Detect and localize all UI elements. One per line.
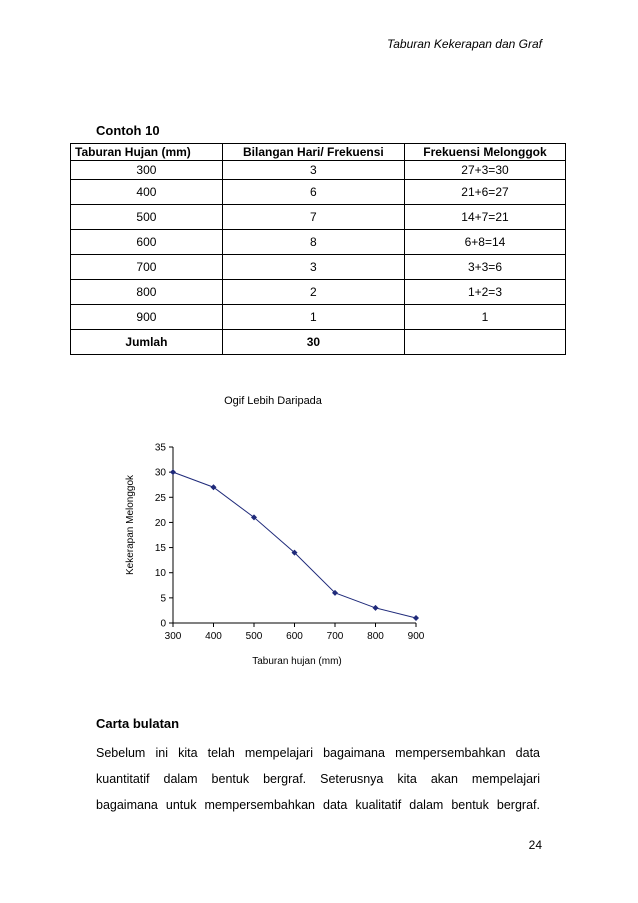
example-title: Contoh 10 bbox=[96, 123, 160, 138]
table-header-row bbox=[71, 144, 566, 161]
y-tick-label: 25 bbox=[154, 492, 166, 504]
cell-cumulative: 1 bbox=[404, 305, 565, 330]
y-tick-label: 30 bbox=[154, 467, 166, 479]
table-row bbox=[71, 305, 566, 330]
x-tick-label: 700 bbox=[326, 631, 344, 642]
cell-frequency: 6 bbox=[222, 180, 404, 205]
cell-frequency: 1 bbox=[222, 305, 404, 330]
cell-cumulative: 1+2=3 bbox=[404, 280, 565, 305]
cell-rainfall: 500 bbox=[71, 205, 223, 230]
y-tick-label: 15 bbox=[154, 543, 166, 555]
cell-rainfall: 600 bbox=[71, 230, 223, 255]
y-tick-label: 5 bbox=[160, 593, 166, 605]
x-tick-label: 500 bbox=[245, 631, 263, 642]
data-point bbox=[170, 469, 176, 475]
page-header: Taburan Kekerapan dan Graf bbox=[387, 37, 542, 51]
cell-cumulative: 21+6=27 bbox=[404, 180, 565, 205]
y-tick-label: 35 bbox=[154, 442, 166, 454]
section-title: Carta bulatan bbox=[96, 716, 180, 731]
header-rainfall: Taburan Hujan (mm) bbox=[71, 144, 223, 161]
table-row bbox=[71, 180, 566, 205]
cell-frequency: 7 bbox=[222, 205, 404, 230]
cell-frequency: 8 bbox=[222, 230, 404, 255]
cell-cumulative: 14+7=21 bbox=[404, 205, 565, 230]
table-total-row bbox=[71, 330, 566, 355]
y-tick-label: 0 bbox=[160, 618, 166, 630]
cell-rainfall: 900 bbox=[71, 305, 223, 330]
total-cumulative bbox=[404, 330, 565, 355]
body-paragraph bbox=[96, 740, 540, 818]
x-tick-label: 600 bbox=[286, 631, 303, 642]
table-row bbox=[71, 280, 566, 305]
table-row bbox=[71, 230, 566, 255]
total-frequency: 30 bbox=[222, 330, 404, 355]
x-tick-label: 400 bbox=[205, 631, 222, 642]
cell-cumulative: 27+3=30 bbox=[404, 161, 565, 180]
data-point bbox=[413, 615, 419, 621]
cell-cumulative: 6+8=14 bbox=[404, 230, 565, 255]
x-tick-label: 900 bbox=[407, 631, 425, 642]
cell-rainfall: 700 bbox=[71, 255, 223, 280]
table-row bbox=[71, 161, 566, 180]
data-point bbox=[373, 605, 379, 611]
paragraph-line: kuantitatif dalam bentuk bergraf. Seterusnya kita akan mempelajari bbox=[96, 772, 540, 786]
page-number: 24 bbox=[528, 838, 542, 852]
cell-frequency: 2 bbox=[222, 280, 404, 305]
x-axis-label: Taburan hujan (mm) bbox=[252, 656, 342, 667]
header-frequency: Bilangan Hari/ Frekuensi bbox=[222, 144, 404, 161]
y-axis-label: Kekerapan Melonggok bbox=[125, 474, 136, 576]
chart-axes bbox=[155, 443, 425, 643]
frequency-table bbox=[70, 143, 566, 355]
chart-title: Ogif Lebih Daripada bbox=[224, 395, 322, 407]
cell-rainfall: 300 bbox=[71, 161, 223, 180]
y-tick-label: 20 bbox=[154, 517, 166, 529]
cell-rainfall: 800 bbox=[71, 280, 223, 305]
cell-rainfall: 400 bbox=[71, 180, 223, 205]
table-row bbox=[71, 205, 566, 230]
y-tick-label: 10 bbox=[154, 568, 166, 580]
cell-cumulative: 3+3=6 bbox=[404, 255, 565, 280]
x-tick-label: 800 bbox=[367, 631, 384, 642]
x-tick-label: 300 bbox=[164, 631, 182, 642]
chart-series bbox=[170, 469, 419, 621]
table-row bbox=[71, 255, 566, 280]
paragraph-line: bagaimana untuk mempersembahkan data kualitatif dalam bentuk bergraf. bbox=[96, 798, 540, 812]
cell-frequency: 3 bbox=[222, 161, 404, 180]
cell-frequency: 3 bbox=[222, 255, 404, 280]
ogive-chart bbox=[100, 380, 440, 680]
total-label: Jumlah bbox=[71, 330, 223, 355]
paragraph-line: Sebelum ini kita telah mempelajari bagaimana mempersembahkan data bbox=[96, 746, 540, 760]
series-line bbox=[173, 472, 416, 618]
header-cumulative: Frekuensi Melonggok bbox=[404, 144, 565, 161]
